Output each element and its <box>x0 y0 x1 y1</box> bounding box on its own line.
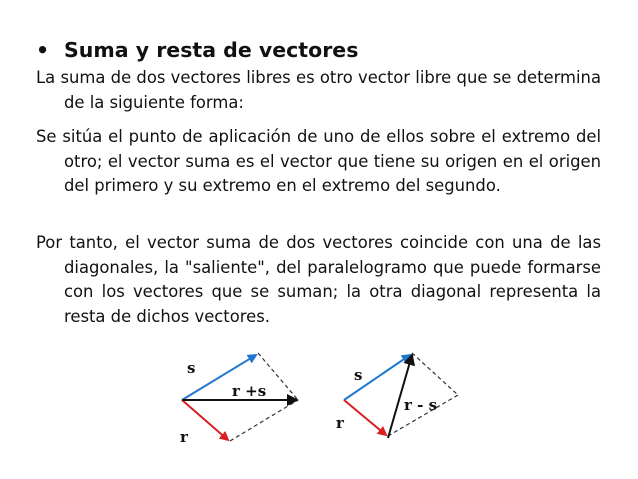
diff-vector-r <box>344 400 386 435</box>
bullet-icon: • <box>36 38 50 62</box>
vector-diagram <box>160 340 480 470</box>
sum-label-s: s <box>187 359 196 377</box>
slide-heading <box>36 36 358 64</box>
sum-label-r: r <box>180 428 188 446</box>
heading-text: Suma y resta de vectores <box>64 38 359 62</box>
diff-dashed-top <box>412 353 458 395</box>
paragraph-definition: La suma de dos vectores libres es otro vector libre que se determina de la siguiente forma: <box>36 68 601 112</box>
paragraph-method: Se sitúa el punto de aplicación de uno de ellos sobre el extremo del otro; el vector suma es el vector que tiene su origen en el origen del primero y su extremo en el extremo del segundo. <box>36 127 601 195</box>
difference-figure <box>336 353 458 438</box>
sum-figure <box>180 353 298 446</box>
diff-label-s: s <box>354 366 363 384</box>
sum-dashed-bottom <box>230 400 298 441</box>
diff-label-result: r - s <box>404 396 438 414</box>
sum-label-result: r +s <box>232 382 267 400</box>
sum-vector-r <box>182 400 228 440</box>
paragraph-parallelogram: Por tanto, el vector suma de dos vectores coincide con una de las diagonales, la "saliente", del paralelogramo que puede formarse con los vectores que se suman; la otra diagonal representa la resta de dichos vectores. <box>36 233 601 326</box>
diff-label-r: r <box>336 414 344 432</box>
